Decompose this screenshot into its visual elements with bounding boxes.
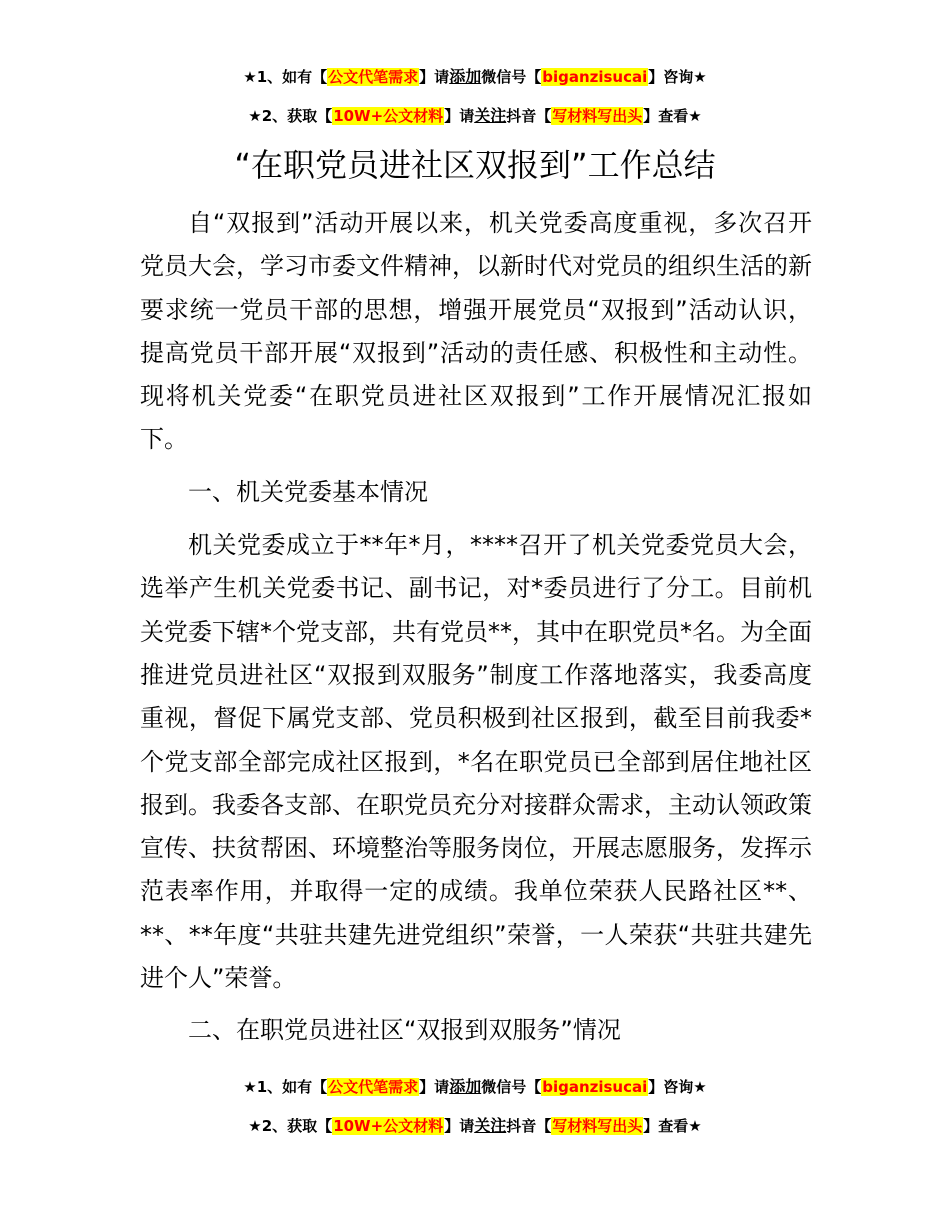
banner-text: 抖音【 <box>506 1117 552 1135</box>
section-2-heading: 二、在职党员进社区“双报到双服务”情况 <box>188 1016 621 1045</box>
banner-suffix: 】查看★ <box>643 107 702 125</box>
banner-text: 】请 <box>419 1078 450 1096</box>
banner-text: 微信号【 <box>481 1078 542 1096</box>
top-banner-line-2 <box>0 105 950 127</box>
bottom-banner-line-2 <box>0 1115 950 1137</box>
banner-emphasis: 关注 <box>474 106 507 125</box>
banner-text: 抖音【 <box>506 107 552 125</box>
banner-highlight-materials: 10W+公文材料 <box>333 107 444 125</box>
banner-highlight-wechat-id: biganzisucai <box>542 1078 648 1096</box>
banner-text: 微信号【 <box>481 68 542 86</box>
banner-highlight-douyin-account: 写材料写出头 <box>552 107 643 125</box>
banner-highlight-wechat-id: biganzisucai <box>542 68 648 86</box>
section-1-heading: 一、机关党委基本情况 <box>188 477 428 506</box>
banner-text: 】请 <box>444 1117 475 1135</box>
banner-prefix: ★1、如有【 <box>243 68 328 86</box>
banner-text: 】请 <box>444 107 475 125</box>
banner-prefix: ★1、如有【 <box>243 1078 328 1096</box>
banner-emphasis: 添加 <box>449 1077 482 1096</box>
banner-highlight-douyin-account: 写材料写出头 <box>552 1117 643 1135</box>
banner-highlight-service: 公文代笔需求 <box>328 1078 419 1096</box>
document-title: “在职党员进社区双报到”工作总结 <box>234 146 716 184</box>
banner-suffix: 】查看★ <box>643 1117 702 1135</box>
banner-prefix: ★2、获取【 <box>248 107 333 125</box>
intro-paragraph: 自“双报到”活动开展以来，机关党委高度重视，多次召开党员大会，学习市委文件精神，以新时代对党员的组织生活的新要求统一党员干部的思想，增强开展党员“双报到”活动认识，提高党员干部开展“双报到”活动的责任感、积极性和主动性。现将机关党委“在职党员进社区双报到”工作开展情况汇报如下。 <box>140 209 812 454</box>
banner-emphasis: 添加 <box>449 67 482 86</box>
banner-emphasis: 关注 <box>474 1116 507 1135</box>
document-body <box>140 202 812 1053</box>
banner-suffix: 】咨询★ <box>648 1078 707 1096</box>
banner-text: 】请 <box>419 68 450 86</box>
bottom-banner-line-1 <box>0 1076 950 1098</box>
banner-prefix: ★2、获取【 <box>248 1117 333 1135</box>
banner-suffix: 】咨询★ <box>648 68 707 86</box>
section-1-paragraph: 机关党委成立于**年*月，****召开了机关党委党员大会，选举产生机关党委书记、副书记，对*委员进行了分工。目前机关党委下辖*个党支部，共有党员**，其中在职党员*名。为全面推进党员进社区“双报到双服务”制度工作落地落实，我委高度重视，督促下属党支部、党员积极到社区报到，截至目前我委*个党支部全部完成社区报到，*名在职党员已全部到居住地社区报到。我委各支部、在职党员充分对接群众需求，主动认领政策宣传、扶贫帮困、环境整治等服务岗位，开展志愿服务，发挥示范表率作用，并取得一定的成绩。我单位荣获人民路社区**、**、**年度“共驻共建先进党组织”荣誉，一人荣获“共驻共建先进个人”荣誉。 <box>140 531 812 993</box>
banner-highlight-service: 公文代笔需求 <box>328 68 419 86</box>
banner-highlight-materials: 10W+公文材料 <box>333 1117 444 1135</box>
top-banner-line-1 <box>0 66 950 88</box>
